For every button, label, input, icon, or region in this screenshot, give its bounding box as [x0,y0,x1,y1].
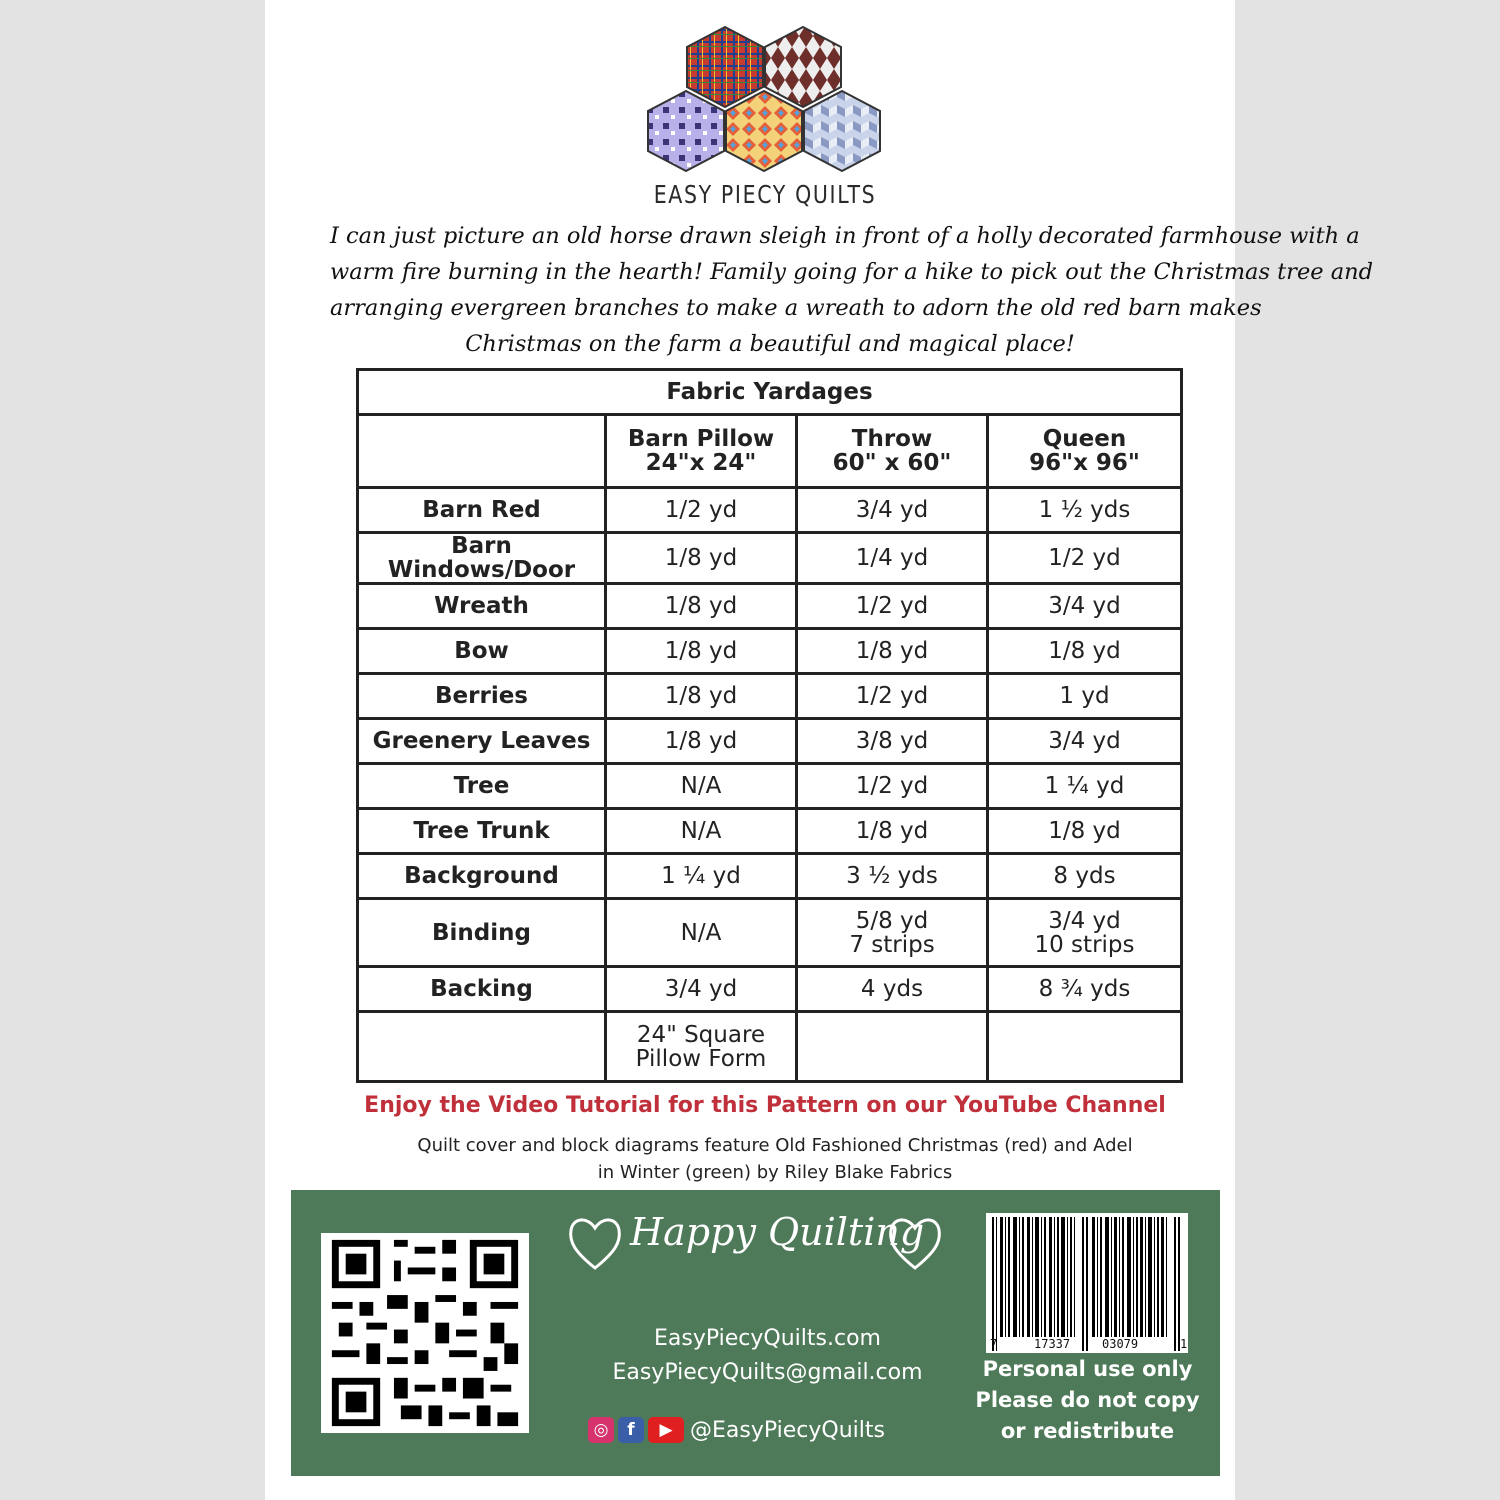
column-name: Queen [1042,426,1127,452]
pillow-form-line: Pillow Form [635,1045,767,1072]
column-size: 60" x 60" [832,450,952,476]
fabric-label [358,1012,606,1082]
throw-amount: 3/4 yd [797,488,988,533]
notice-line: Personal use only [982,1357,1193,1381]
pillow-amount [606,1012,797,1082]
queen-amount [988,899,1182,967]
table-row [358,674,1182,719]
credit-line: in Winter (green) by Riley Blake Fabrics [597,1162,953,1183]
fabric-label: Greenery Leaves [358,719,606,764]
pillow-amount: N/A [606,899,797,967]
fabric-label: Bow [358,629,606,674]
intro-line: arranging evergreen branches to make a wreath to adorn the old red barn makes [330,295,1262,321]
table-row [358,967,1182,1012]
table-row [358,584,1182,629]
column-name: Throw [851,426,933,452]
youtube-tutorial-note: Enjoy the Video Tutorial for this Pattern on our YouTube Channel [364,1093,1166,1118]
barcode-digit: 1 [1180,1337,1188,1351]
table-title: Fabric Yardages [358,370,1182,415]
barcode [986,1213,1188,1353]
throw-amount-line: 5/8 yd [855,907,929,934]
fabric-label: Binding [358,899,606,967]
barcode-number [986,1336,1188,1353]
queen-amount: 1/8 yd [988,809,1182,854]
queen-amount [988,1012,1182,1082]
table-row [358,629,1182,674]
social-row [588,1413,885,1447]
pillow-amount: 1/2 yd [606,488,797,533]
queen-amount: 3/4 yd [988,584,1182,629]
pillow-amount: N/A [606,764,797,809]
column-header-throw [797,415,988,488]
table-row [358,719,1182,764]
throw-amount: 3/8 yd [797,719,988,764]
brand-name: EASY PIECY QUILTS [653,180,877,209]
throw-amount: 1/8 yd [797,629,988,674]
column-header-barn-pillow [606,415,797,488]
heart-icon [565,1212,625,1274]
throw-amount: 1/2 yd [797,764,988,809]
pillow-amount: 1/8 yd [606,629,797,674]
table-row [358,488,1182,533]
intro-line: I can just picture an old horse drawn sleigh in front of a holly decorated farmhouse with a [330,223,1360,249]
pillow-amount: N/A [606,809,797,854]
social-handle[interactable]: @EasyPiecyQuilts [690,1417,885,1443]
queen-strips-line: 10 strips [1034,931,1135,958]
intro-line: warm fire burning in the hearth! Family going for a hike to pick out the Christmas tree and [330,259,1374,285]
table-row [358,809,1182,854]
happy-quilting-text: Happy Quilting [630,1210,925,1254]
table-header-blank [358,415,606,488]
throw-amount: 1/8 yd [797,809,988,854]
fabric-yardage-table [356,368,1183,1083]
contact-info [580,1322,955,1390]
queen-amount-line: 3/4 yd [1048,907,1121,934]
fabric-credit [380,1132,1170,1186]
pillow-amount: 1/8 yd [606,719,797,764]
queen-amount: 8 yds [988,854,1182,899]
pillow-amount: 1 ¼ yd [606,854,797,899]
throw-strips-line: 7 strips [849,931,935,958]
table-row [358,764,1182,809]
throw-amount [797,1012,988,1082]
queen-amount: 1/8 yd [988,629,1182,674]
hexagon-logo-icon [645,25,885,175]
intro-line: Christmas on the farm a beautiful and magical place! [465,331,1075,357]
queen-amount: 8 ¾ yds [988,967,1182,1012]
instagram-icon[interactable]: ◎ [588,1417,614,1443]
fabric-label: Backing [358,967,606,1012]
fabric-label: Barn Windows/Door [358,533,606,584]
table-row [358,1012,1182,1082]
queen-amount: 1 ¼ yd [988,764,1182,809]
table-row [358,899,1182,967]
pillow-amount: 1/8 yd [606,533,797,584]
fabric-label: Tree [358,764,606,809]
throw-amount [797,899,988,967]
notice-line: Please do not copy [975,1388,1200,1412]
queen-amount: 3/4 yd [988,719,1182,764]
column-size: 96"x 96" [1029,450,1140,476]
website-link[interactable]: EasyPiecyQuilts.com [654,1326,881,1351]
pillow-form-line: 24" Square [636,1021,766,1048]
fabric-label: Tree Trunk [358,809,606,854]
queen-amount: 1 ½ yds [988,488,1182,533]
column-name: Barn Pillow [627,426,775,452]
throw-amount: 3 ½ yds [797,854,988,899]
email-link[interactable]: EasyPiecyQuilts@gmail.com [612,1360,923,1385]
youtube-icon[interactable]: ▶ [648,1417,684,1443]
fabric-label: Wreath [358,584,606,629]
barcode-digit: 03079 [1102,1337,1139,1351]
column-header-queen [988,415,1182,488]
fabric-label: Background [358,854,606,899]
qr-code[interactable] [321,1233,529,1433]
fabric-label: Berries [358,674,606,719]
table-row [358,533,1182,584]
notice-line: or redistribute [1000,1419,1175,1443]
pillow-amount: 3/4 yd [606,967,797,1012]
credit-line: Quilt cover and block diagrams feature Old Fashioned Christmas (red) and Adel [417,1135,1133,1156]
pillow-amount: 1/8 yd [606,584,797,629]
facebook-icon[interactable]: f [618,1417,644,1443]
usage-notice [965,1354,1210,1447]
barcode-digit: 17337 [1034,1337,1071,1351]
barcode-digit: 7 [990,1337,998,1351]
intro-paragraph [330,218,1374,362]
pillow-amount: 1/8 yd [606,674,797,719]
queen-amount: 1/2 yd [988,533,1182,584]
table-row [358,854,1182,899]
queen-amount: 1 yd [988,674,1182,719]
throw-amount: 1/2 yd [797,584,988,629]
throw-amount: 4 yds [797,967,988,1012]
heart-icon [885,1212,945,1274]
throw-amount: 1/2 yd [797,674,988,719]
throw-amount: 1/4 yd [797,533,988,584]
column-size: 24"x 24" [645,450,757,476]
fabric-label: Barn Red [358,488,606,533]
